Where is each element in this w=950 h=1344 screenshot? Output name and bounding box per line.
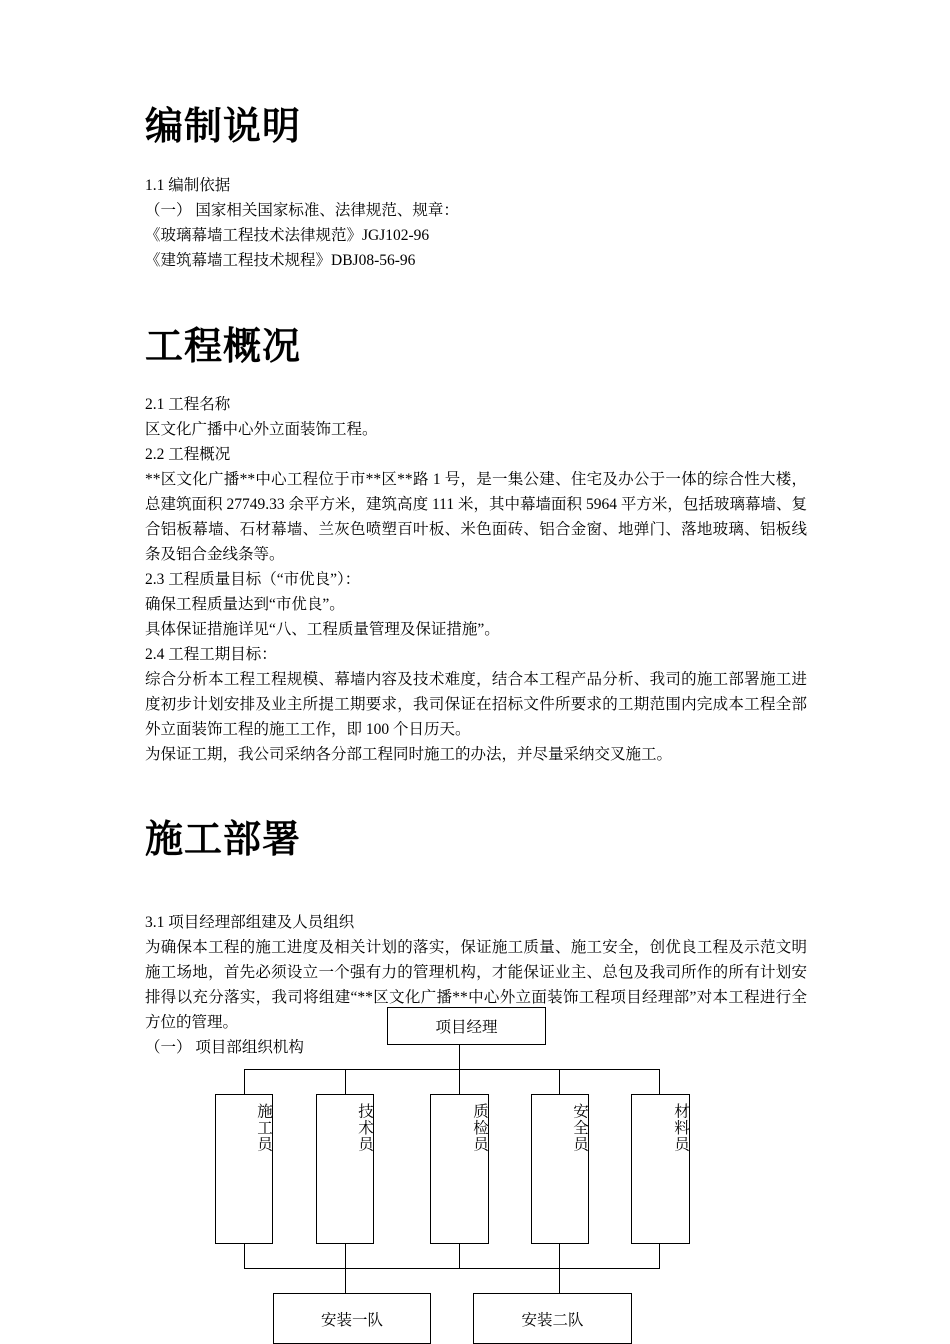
section-2-2-title: 2.2 工程概况 xyxy=(145,446,231,463)
schedule-paragraph: 综合分析本工程工程规模、幕墙内容及技术难度，结合本工程产品分析、我司的施工部署施工进度初步计划安排及业主所提工期要求，我司保证在招标文件所要求的工期范围内完成本工程全部外立面装饰工程的施工工作，即 100 个日历天。 xyxy=(145,671,807,738)
org-role-box-technical: 技术员 xyxy=(316,1094,374,1244)
heading-project-overview: 工程概况 xyxy=(145,324,302,368)
connector-top-vertical xyxy=(459,1044,460,1070)
org-project-manager-label: 项目经理 xyxy=(435,1019,498,1036)
connector-team-2 xyxy=(559,1268,560,1294)
connector-drop-5 xyxy=(659,1069,660,1095)
org-role-box-construction: 施工员 xyxy=(215,1094,273,1244)
org-role-box-safety: 安全员 xyxy=(531,1094,589,1244)
connector-rise-2 xyxy=(345,1243,346,1269)
project-overview-paragraph: **区文化广播**中心工程位于市**区**路 1 号，是一集公建、住宅及办公于一体的综合性大楼，总建筑面积 27749.33 余平方米，建筑高度 111 米，其中幕墙面积 5964 平方米，包括玻璃幕墙、复合铝板幕墙、石材幕墙、兰灰色喷塑百叶板、米色面砖、铝合金窗、地弹门、落地玻璃、铝板线条及铝合金线条等。 xyxy=(145,471,807,563)
quality-measures: 具体保证措施详见“八、工程质量管理及保证措施”。 xyxy=(145,621,500,638)
connector-rise-3 xyxy=(459,1243,460,1269)
org-role-box-quality: 质检员 xyxy=(430,1094,489,1244)
section-3-1-title: 3.1 项目经理部组建及人员组织 xyxy=(145,914,355,931)
connector-drop-2 xyxy=(345,1069,346,1095)
heading-construction-deployment: 施工部署 xyxy=(145,817,302,861)
project-name: 区文化广播中心外立面装饰工程。 xyxy=(145,421,378,438)
org-team-2-label: 安装二队 xyxy=(521,1311,584,1329)
section-2-4-title: 2.4 工程工期目标： xyxy=(145,646,277,663)
org-role-box-materials: 材料员 xyxy=(631,1094,690,1244)
schedule-method: 为保证工期，我公司采纳各分部工程同时施工的办法，并尽量采纳交叉施工。 xyxy=(145,746,673,763)
standards-intro: （一） 国家相关国家标准、法律规范、规章： xyxy=(145,202,459,219)
org-project-manager-box xyxy=(387,1007,546,1045)
standard-item-2: 《建筑幕墙工程技术规程》DBJ08-56-96 xyxy=(145,252,416,269)
org-team-box-2 xyxy=(473,1293,632,1344)
connector-drop-1 xyxy=(244,1069,245,1095)
connector-top-horizontal xyxy=(244,1069,660,1070)
section-2-1-title: 2.1 工程名称 xyxy=(145,396,231,413)
section-2-3-title: 2.3 工程质量目标（“市优良”）： xyxy=(145,571,361,588)
connector-drop-3 xyxy=(459,1069,460,1095)
organization-paragraph: 为确保本工程的施工进度及相关计划的落实，保证施工质量、施工安全，创优良工程及示范文明施工场地，首先必须设立一个强有力的管理机构，才能保证业主、总包及我司所作的所有计划安排得以充分落实，我司将组建“**区文化广播**中心外立面装饰工程项目经理部”对本工程进行全方位的管理。 xyxy=(145,939,807,1031)
connector-rise-5 xyxy=(659,1243,660,1269)
org-structure-title: （一） 项目部组织机构 xyxy=(145,1039,304,1056)
section-1-1-title: 1.1 编制依据 xyxy=(145,177,231,194)
connector-team-1 xyxy=(345,1268,346,1294)
org-team-1-label: 安装一队 xyxy=(320,1311,383,1329)
connector-bottom-horizontal xyxy=(244,1268,660,1269)
connector-rise-4 xyxy=(559,1243,560,1269)
quality-target: 确保工程质量达到“市优良”。 xyxy=(145,596,345,613)
connector-drop-4 xyxy=(559,1069,560,1095)
heading-compilation-notes: 编制说明 xyxy=(145,104,302,148)
standard-item-1: 《玻璃幕墙工程技术法律规范》JGJ102-96 xyxy=(145,227,430,244)
connector-rise-1 xyxy=(244,1243,245,1269)
org-team-box-1 xyxy=(273,1293,431,1344)
